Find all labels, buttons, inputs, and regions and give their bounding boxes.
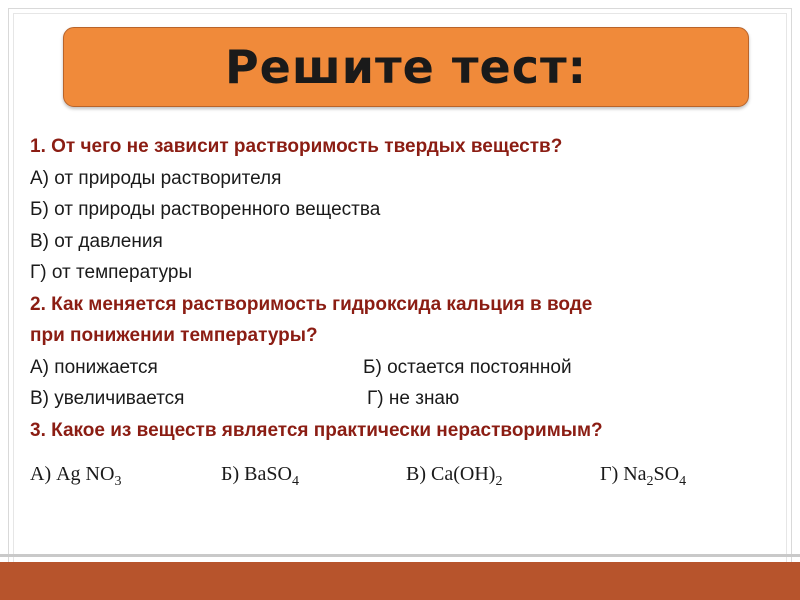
footer-divider [0, 554, 800, 557]
q3-option-v: В) $Ca(OH)_2$ [406, 463, 503, 489]
q2-options-row-2 [30, 383, 780, 415]
slide-title: Решите тест: [224, 40, 588, 94]
q3-option-b: Б) BaSO$_4$ [221, 463, 299, 489]
title-banner [63, 27, 749, 107]
q3-option-g: Г) $Na_2SO_4$ [600, 463, 687, 489]
q1-option-g: Г) от температуры [30, 262, 193, 283]
q1-option-a: А) от природы растворителя [30, 167, 282, 189]
test-content [30, 131, 780, 446]
q3-option-a: А) Ag $NO_3$ [30, 463, 122, 489]
q3-options-row [30, 463, 770, 491]
question-2-line-1: 2. Как меняется растворимость гидроксида кальция в воде [30, 293, 593, 315]
q2-option-b: Б) остается постоянной [363, 356, 572, 378]
q1-option-b: Б) от природы растворенного вещества [30, 199, 381, 220]
q2-option-v: В) увеличивается [30, 388, 185, 409]
question-1: 1. От чего не зависит растворимость твердых веществ? [30, 136, 563, 157]
q1-option-v: В) от давления [30, 230, 163, 252]
question-3: 3. Какое из веществ является практически нерастворимым? [30, 419, 603, 441]
footer-bar [0, 562, 800, 600]
q2-option-a: А) понижается [30, 356, 158, 378]
q2-option-g: Г) не знаю [367, 388, 460, 409]
question-2-line-2: при понижении температуры? [30, 325, 318, 346]
q2-options-row-1 [30, 352, 780, 384]
